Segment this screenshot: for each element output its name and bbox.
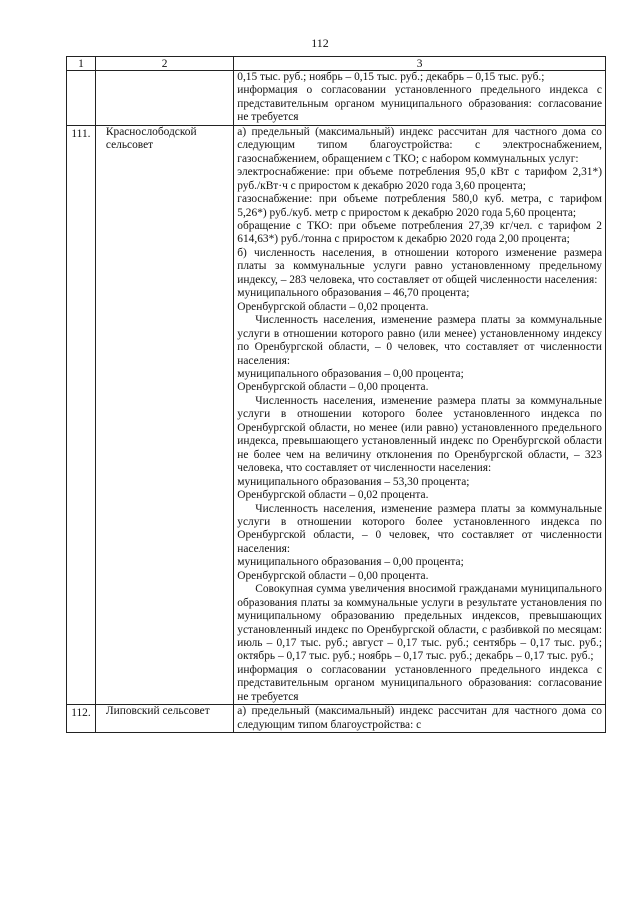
document-table-wrapper: [66, 56, 606, 733]
content-paragraph: Численность населения, изменение размера платы за коммунальные услуги в отношении которого равно (или менее) установленному индексу по Оренбургской области, – 0 человек, что составляет от численности населения:: [237, 314, 602, 367]
row-number-cell: 112.: [67, 705, 96, 733]
continuation-paragraph: 0,15 тыс. руб.; ноябрь – 0,15 тыс. руб.; декабрь – 0,15 тыс. руб.;: [237, 71, 545, 83]
continuation-paragraph: информация о согласовании установленного предельного индекса с представительным органом муниципального образования: согласование не требуется: [237, 84, 602, 124]
content-paragraph: Совокупная сумма увеличения вносимой гражданами муниципального образования платы за коммунальные услуги в результате установления по муниципальному образованию предельных индексов, превышающих установленный индекс по Оренбургской области, с разбивкой по месяцам: июль – 0,17 тыс. руб.; август – 0,17 тыс. руб.; сентябрь – 0,17 тыс. руб.; октябрь – 0,17 тыс. руб.; ноябрь – 0,17 тыс. руб.; декабрь – 0,17 тыс. руб.;: [237, 583, 602, 663]
content-paragraph: электроснабжение: при объеме потребления 95,0 кВт с тарифом 2,31*) руб./кВт·ч с приростом к декабрю 2020 года 3,60 процента;: [237, 166, 602, 192]
content-paragraph: Оренбургской области – 0,02 процента.: [237, 300, 429, 313]
content-paragraph: муниципального образования – 0,00 процента;: [237, 367, 464, 380]
row-name-cell: Липовский сельсовет: [95, 705, 233, 733]
row-content-cell: [234, 125, 606, 704]
row-name-cell: Краснослободской сельсовет: [95, 125, 233, 704]
content-paragraph: Оренбургской области – 0,02 процента.: [237, 489, 429, 502]
table-row: [67, 705, 606, 733]
document-table: [66, 56, 606, 733]
content-paragraph: обращение с ТКО: при объеме потребления 27,39 кг/чел. с тарифом 2 614,63*) руб./тонна с приростом к декабрю 2020 года 2,00 процента;: [237, 219, 602, 246]
row-content-cell: [234, 705, 606, 733]
page-number: 112: [311, 36, 329, 50]
column-header-2: 2: [95, 57, 233, 71]
content-paragraph: Оренбургской области – 0,00 процента.: [237, 381, 429, 394]
content-paragraph: информация о согласовании установленного предельного индекса с представительным органом муниципального образования: согласование не требуется: [237, 663, 602, 703]
content-paragraph: Оренбургской области – 0,00 процента.: [237, 569, 429, 582]
content-paragraph: муниципального образования – 0,00 процента;: [237, 556, 464, 569]
content-paragraph: Численность населения, изменение размера платы за коммунальные услуги в отношении которого более установленного индекса по Оренбургской области, – 0 человек, что составляет от численности населения:: [237, 502, 602, 555]
column-header-3: 3: [234, 57, 606, 71]
table-row: [67, 125, 606, 704]
column-header-1: 1: [67, 57, 96, 71]
table-row-continuation: [67, 71, 606, 126]
content-paragraph: а) предельный (максимальный) индекс рассчитан для частного дома со следующим типом благоустройства: с: [237, 705, 602, 731]
content-paragraph: а) предельный (максимальный) индекс рассчитан для частного дома со следующим типом благоустройства: с электроснабжением, газоснабжением, обращением с ТКО; с набором коммунальных услуг:: [237, 125, 602, 165]
row-content-cell: [234, 71, 606, 126]
row-number-cell: [67, 71, 96, 126]
content-paragraph: б) численность населения, в отношении которого изменение размера платы за коммунальные услуги равно установленному предельному индексу, – 283 человека, что составляет от общей численности населения:: [237, 246, 602, 286]
table-header-row: [67, 57, 606, 71]
content-paragraph: Численность населения, изменение размера платы за коммунальные услуги в отношении которого более установленного индекса по Оренбургской области, но менее (или равно) установленного предельного индекса, превышающего установленный индекс по Оренбургской области не более чем на величину отклонения по Оренбургской области, – 323 человека, что составляет от численности населения:: [237, 394, 602, 475]
row-number-cell: 111.: [67, 125, 96, 704]
content-paragraph: газоснабжение: при объеме потребления 580,0 куб. метра, с тарифом 5,26*) руб./куб. метр с приростом к декабрю 2020 года 5,60 процента;: [237, 193, 602, 219]
content-paragraph: муниципального образования – 53,30 процента;: [237, 475, 470, 488]
content-paragraph: муниципального образования – 46,70 процента;: [237, 287, 470, 300]
row-name-cell: [95, 71, 233, 126]
